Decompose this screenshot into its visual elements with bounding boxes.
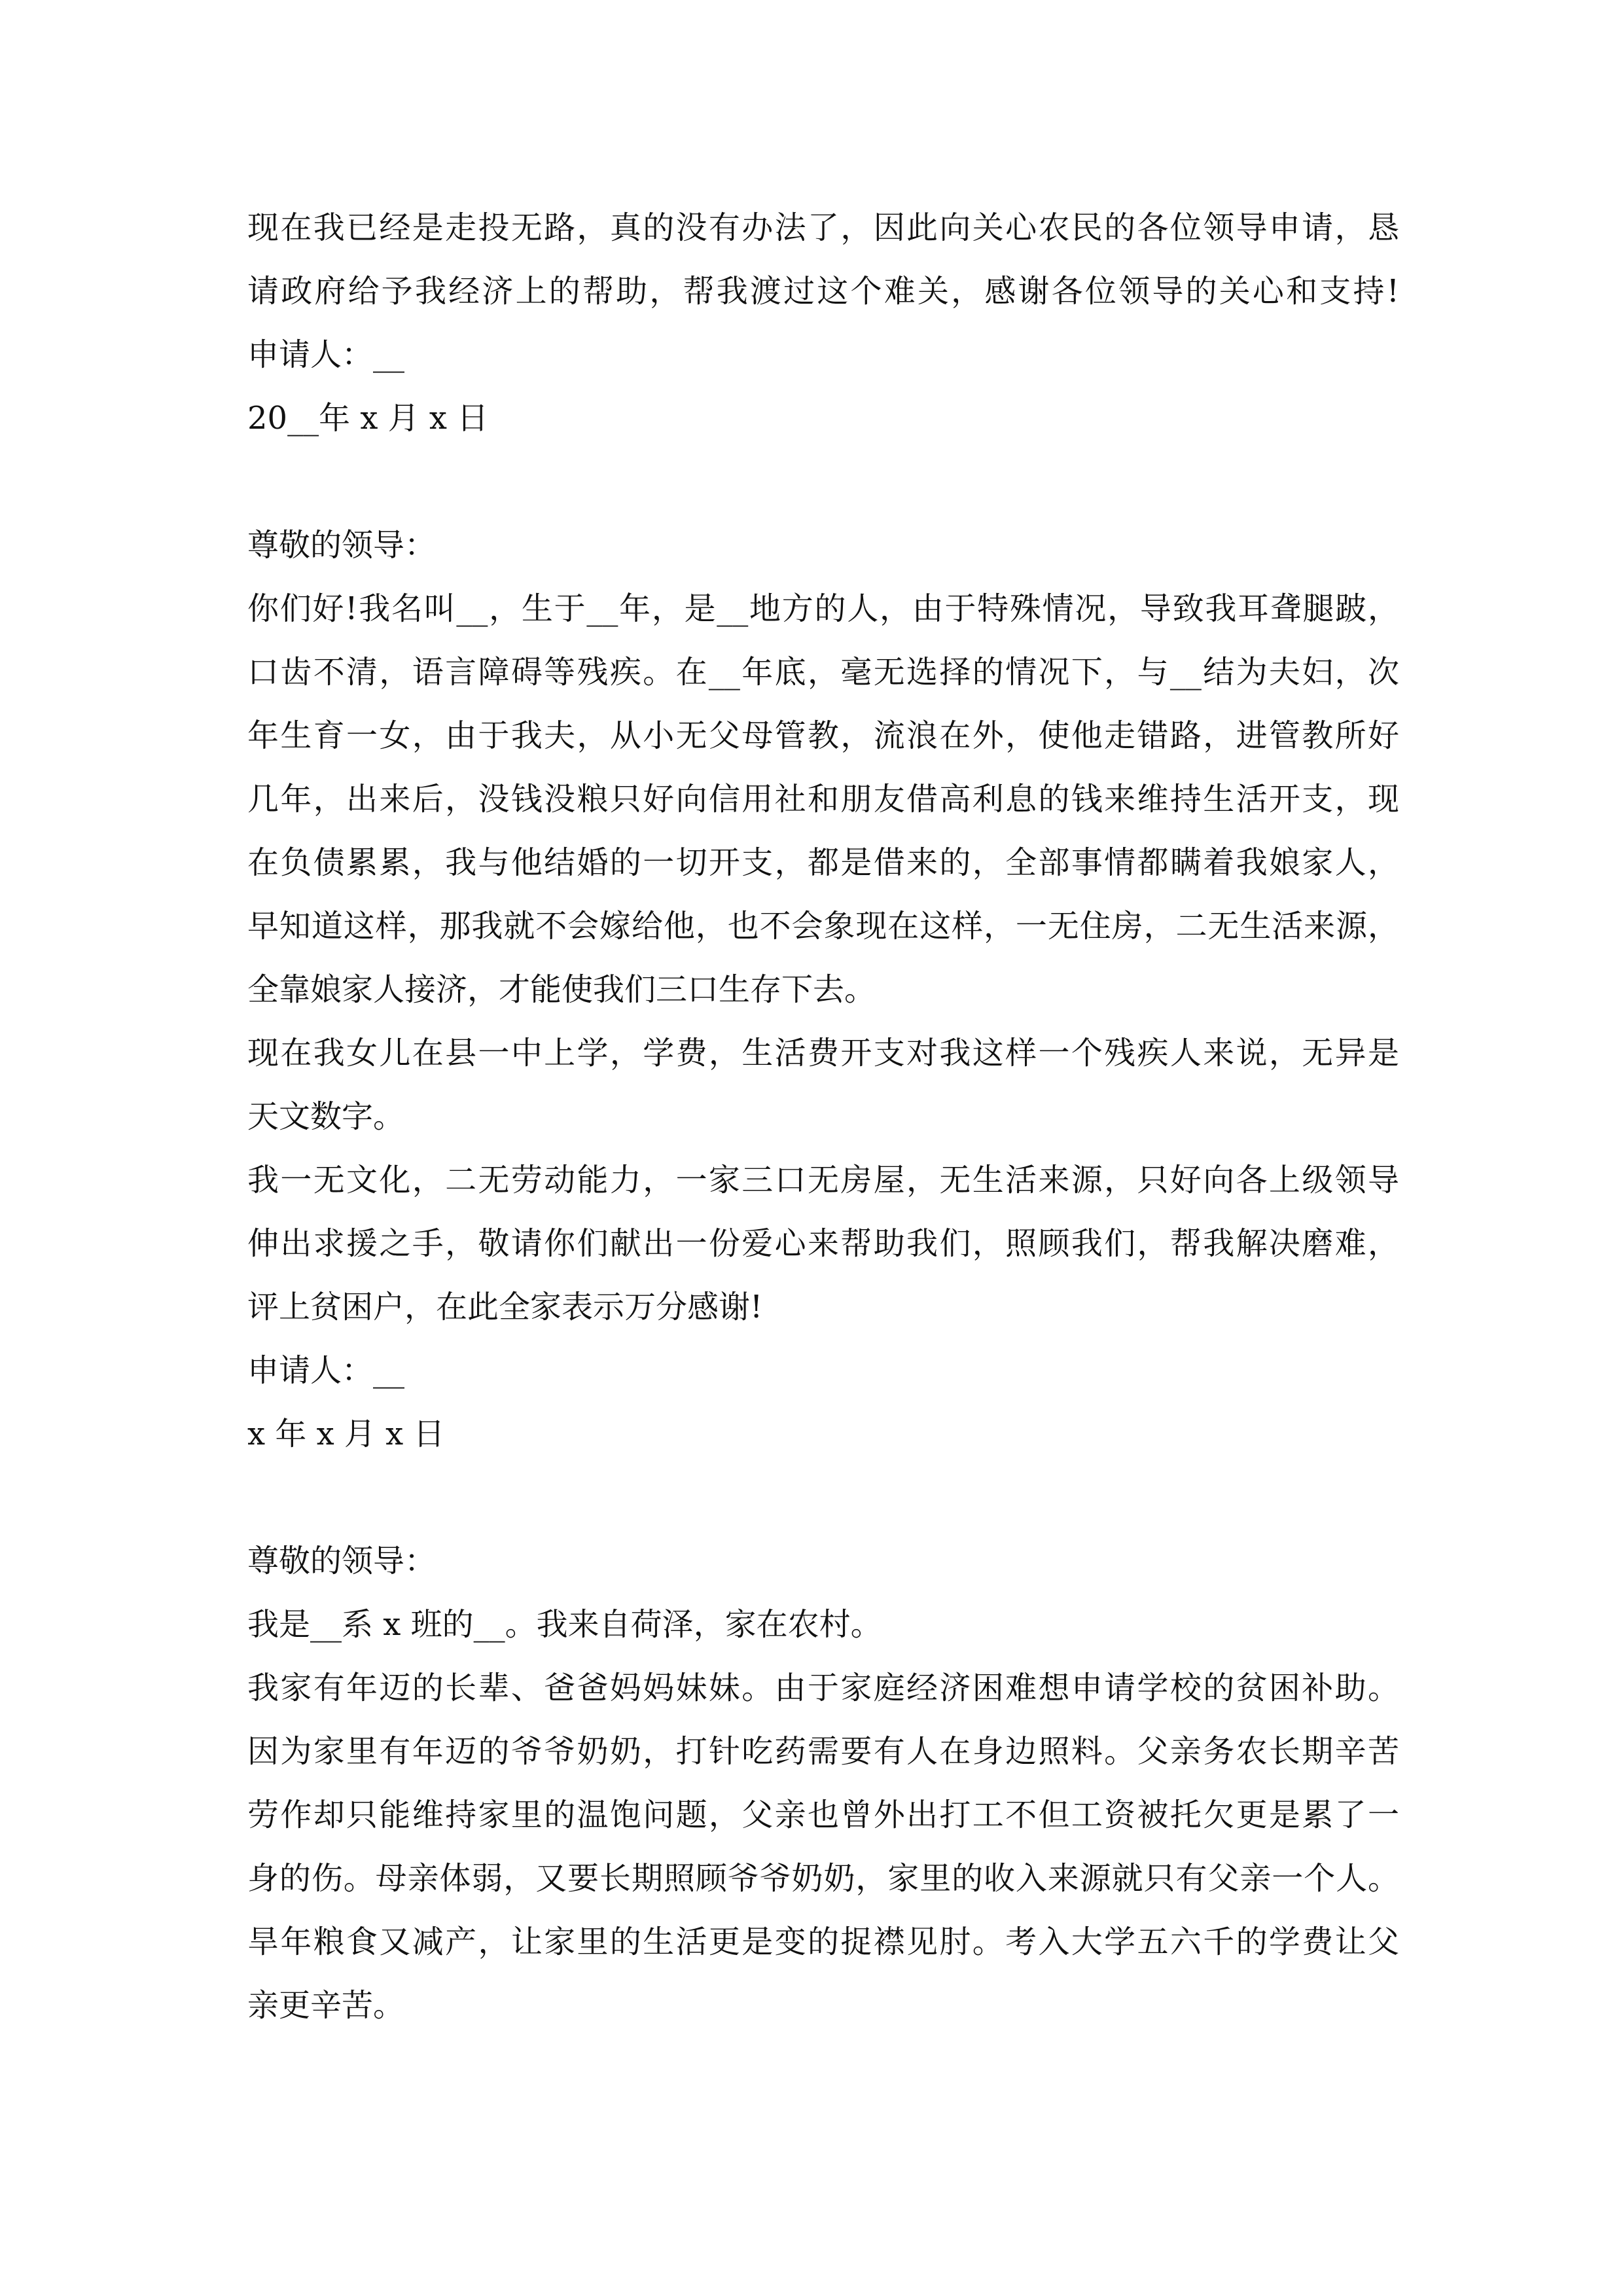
paragraph-line: 年生育一女，由于我夫，从小无父母管教，流浪在外，使他走错路，进管教所好: [247, 717, 1399, 754]
paragraph-line: 劳作却只能维持家里的温饱问题，父亲也曾外出打工不但工资被托欠更是累了一: [247, 1797, 1399, 1833]
paragraph-line: 请政府给予我经济上的帮助，帮我渡过这个难关，感谢各位领导的关心和支持!: [247, 273, 1399, 310]
paragraph-line: 旱年粮食又减产，让家里的生活更是变的捉襟见肘。考入大学五六千的学费让父: [247, 1924, 1399, 1960]
paragraph-line: 现在我女儿在县一中上学，学费，生活费开支对我这样一个残疾人来说，无异是: [247, 1035, 1399, 1071]
section-gap: [247, 1466, 1399, 1530]
paragraph-line: 我家有年迈的长辈、爸爸妈妈妹妹。由于家庭经济困难想申请学校的贫困补助。: [247, 1670, 1399, 1706]
applicant-line: 申请人：__: [247, 336, 405, 373]
paragraph-line: 现在我已经是走投无路，真的没有办法了，因此向关心农民的各位领导申请，恳: [247, 209, 1399, 246]
paragraph-line: 早知道这样，那我就不会嫁给他，也不会象现在这样，一无住房，二无生活来源，: [247, 908, 1399, 944]
paragraph-line: 你们好!我名叫__，生于__年，是__地方的人，由于特殊情况，导致我耳聋腿跛，: [247, 590, 1399, 627]
document-body: [247, 196, 1399, 2037]
applicant-line: 申请人：__: [247, 1352, 405, 1389]
date-line: x 年 x 月 x 日: [247, 1416, 445, 1452]
paragraph-line: 因为家里有年迈的爷爷奶奶，打针吃药需要有人在身边照料。父亲务农长期辛苦: [247, 1733, 1399, 1770]
paragraph-line: 口齿不清，语言障碍等残疾。在__年底，毫无选择的情况下，与__结为夫妇，次: [247, 654, 1399, 691]
paragraph-line: 全靠娘家人接济，才能使我们三口生存下去。: [247, 971, 876, 1008]
section-gap: [247, 450, 1399, 514]
salutation: 尊敬的领导：: [247, 527, 437, 564]
salutation: 尊敬的领导：: [247, 1543, 437, 1579]
paragraph-line: 伸出求援之手，敬请你们献出一份爱心来帮助我们，照顾我们，帮我解决磨难，: [247, 1225, 1399, 1262]
paragraph-line: 几年，出来后，没钱没粮只好向信用社和朋友借高利息的钱来维持生活开支，现: [247, 781, 1399, 817]
section-2: [247, 514, 1399, 1466]
paragraph-line: 评上贫困户，在此全家表示万分感谢!: [247, 1289, 763, 1325]
date-line: 20__年 x 月 x 日: [247, 400, 489, 437]
paragraph-line: 我是__系 x 班的__。我来自荷泽，家在农村。: [247, 1606, 882, 1643]
section-1: [247, 196, 1399, 450]
paragraph-line: 亲更辛苦。: [247, 1987, 405, 2024]
paragraph-line: 我一无文化，二无劳动能力，一家三口无房屋，无生活来源，只好向各上级领导: [247, 1162, 1399, 1198]
section-3: [247, 1530, 1399, 2037]
paragraph-line: 身的伤。母亲体弱，又要长期照顾爷爷奶奶，家里的收入来源就只有父亲一个人。: [247, 1860, 1399, 1897]
paragraph-line: 天文数字。: [247, 1098, 405, 1135]
paragraph-line: 在负债累累，我与他结婚的一切开支，都是借来的，全部事情都瞒着我娘家人，: [247, 844, 1399, 881]
